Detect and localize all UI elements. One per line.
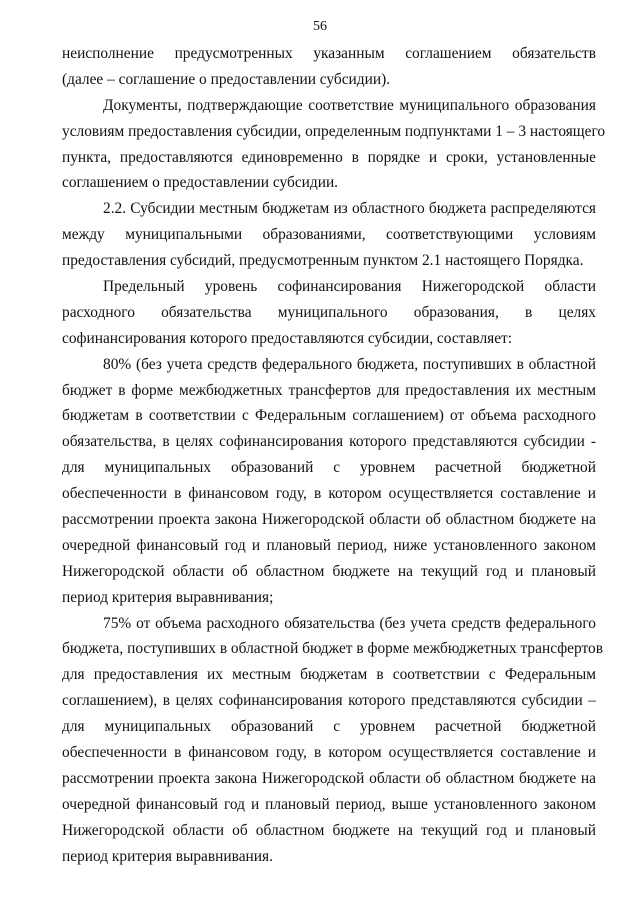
text-line: пункта, предоставляются единовременно в порядке и сроки, установленные	[62, 148, 596, 166]
text-line: условиям предоставления субсидии, определенным подпунктами 1 – 3 настоящего	[62, 122, 606, 140]
text-line: расходного обязательства муниципального образования, в целях	[62, 303, 596, 321]
page-number: 56	[313, 19, 327, 34]
text-line: софинансирования которого предоставляются субсидии, составляет:	[62, 329, 513, 347]
text-line: Предельный уровень софинансирования Нижегородской области	[103, 278, 596, 296]
text-line: между муниципальными образованиями, соответствующими условиям	[62, 226, 596, 244]
text-line: для муниципальных образований с уровнем расчетной бюджетной	[62, 459, 596, 477]
text-line: 2.2. Субсидии местным бюджетам из областного бюджета распределяются	[103, 200, 596, 218]
text-line: неисполнение предусмотренных указанным соглашением обязательств	[62, 45, 596, 62]
text-line: бюджета, поступивших в областной бюджет в форме межбюджетных трансфертов	[62, 640, 603, 658]
text-line: очередной финансовый год и плановый период, выше установленного законом	[62, 795, 596, 813]
text-line: бюджет в форме межбюджетных трансфертов для предоставления их местным	[62, 381, 596, 399]
text-line: соглашением), в целях софинансирования которого представляются субсидии –	[62, 692, 596, 710]
text-line: обеспеченности в финансовом году, в котором осуществляется составление и	[62, 485, 596, 503]
text-line: 80% (без учета средств федерального бюджета, поступивших в областной	[103, 355, 596, 373]
text-line: для предоставления их местным бюджетам в соответствии с Федеральным	[62, 666, 596, 684]
text-line: для муниципальных образований с уровнем расчетной бюджетной	[62, 718, 596, 736]
text-line: обеспеченности в финансовом году, в котором осуществляется составление и	[62, 744, 596, 762]
text-line: Нижегородской области об областном бюджете на текущий год и плановый	[62, 821, 596, 839]
text-line: Нижегородской области об областном бюджете на текущий год и плановый	[62, 562, 596, 580]
text-line: бюджетам в соответствии с Федеральным соглашением) от объема расходного	[62, 407, 596, 425]
text-line: обязательства, в целях софинансирования которого представляются субсидии -	[62, 433, 596, 451]
text-line: период критерия выравнивания;	[62, 588, 274, 606]
text-line: период критерия выравнивания.	[62, 847, 273, 865]
text-line: соглашением о предоставлении субсидии.	[62, 174, 339, 192]
text-line: (далее – соглашение о предоставлении субсидии).	[62, 70, 391, 88]
text-line: предоставления субсидий, предусмотренным пунктом 2.1 настоящего Порядка.	[62, 252, 584, 270]
text-line: очередной финансовый год и плановый период, ниже установленного законом	[62, 536, 596, 554]
document-body	[62, 41, 606, 870]
text-line: Документы, подтверждающие соответствие муниципального образования	[103, 96, 596, 114]
text-line: рассмотрении проекта закона Нижегородской области об областном бюджете на	[62, 769, 596, 787]
text-line: рассмотрении проекта закона Нижегородской области об областном бюджете на	[62, 511, 596, 529]
text-line: 75% от объема расходного обязательства (без учета средств федерального	[103, 614, 596, 632]
